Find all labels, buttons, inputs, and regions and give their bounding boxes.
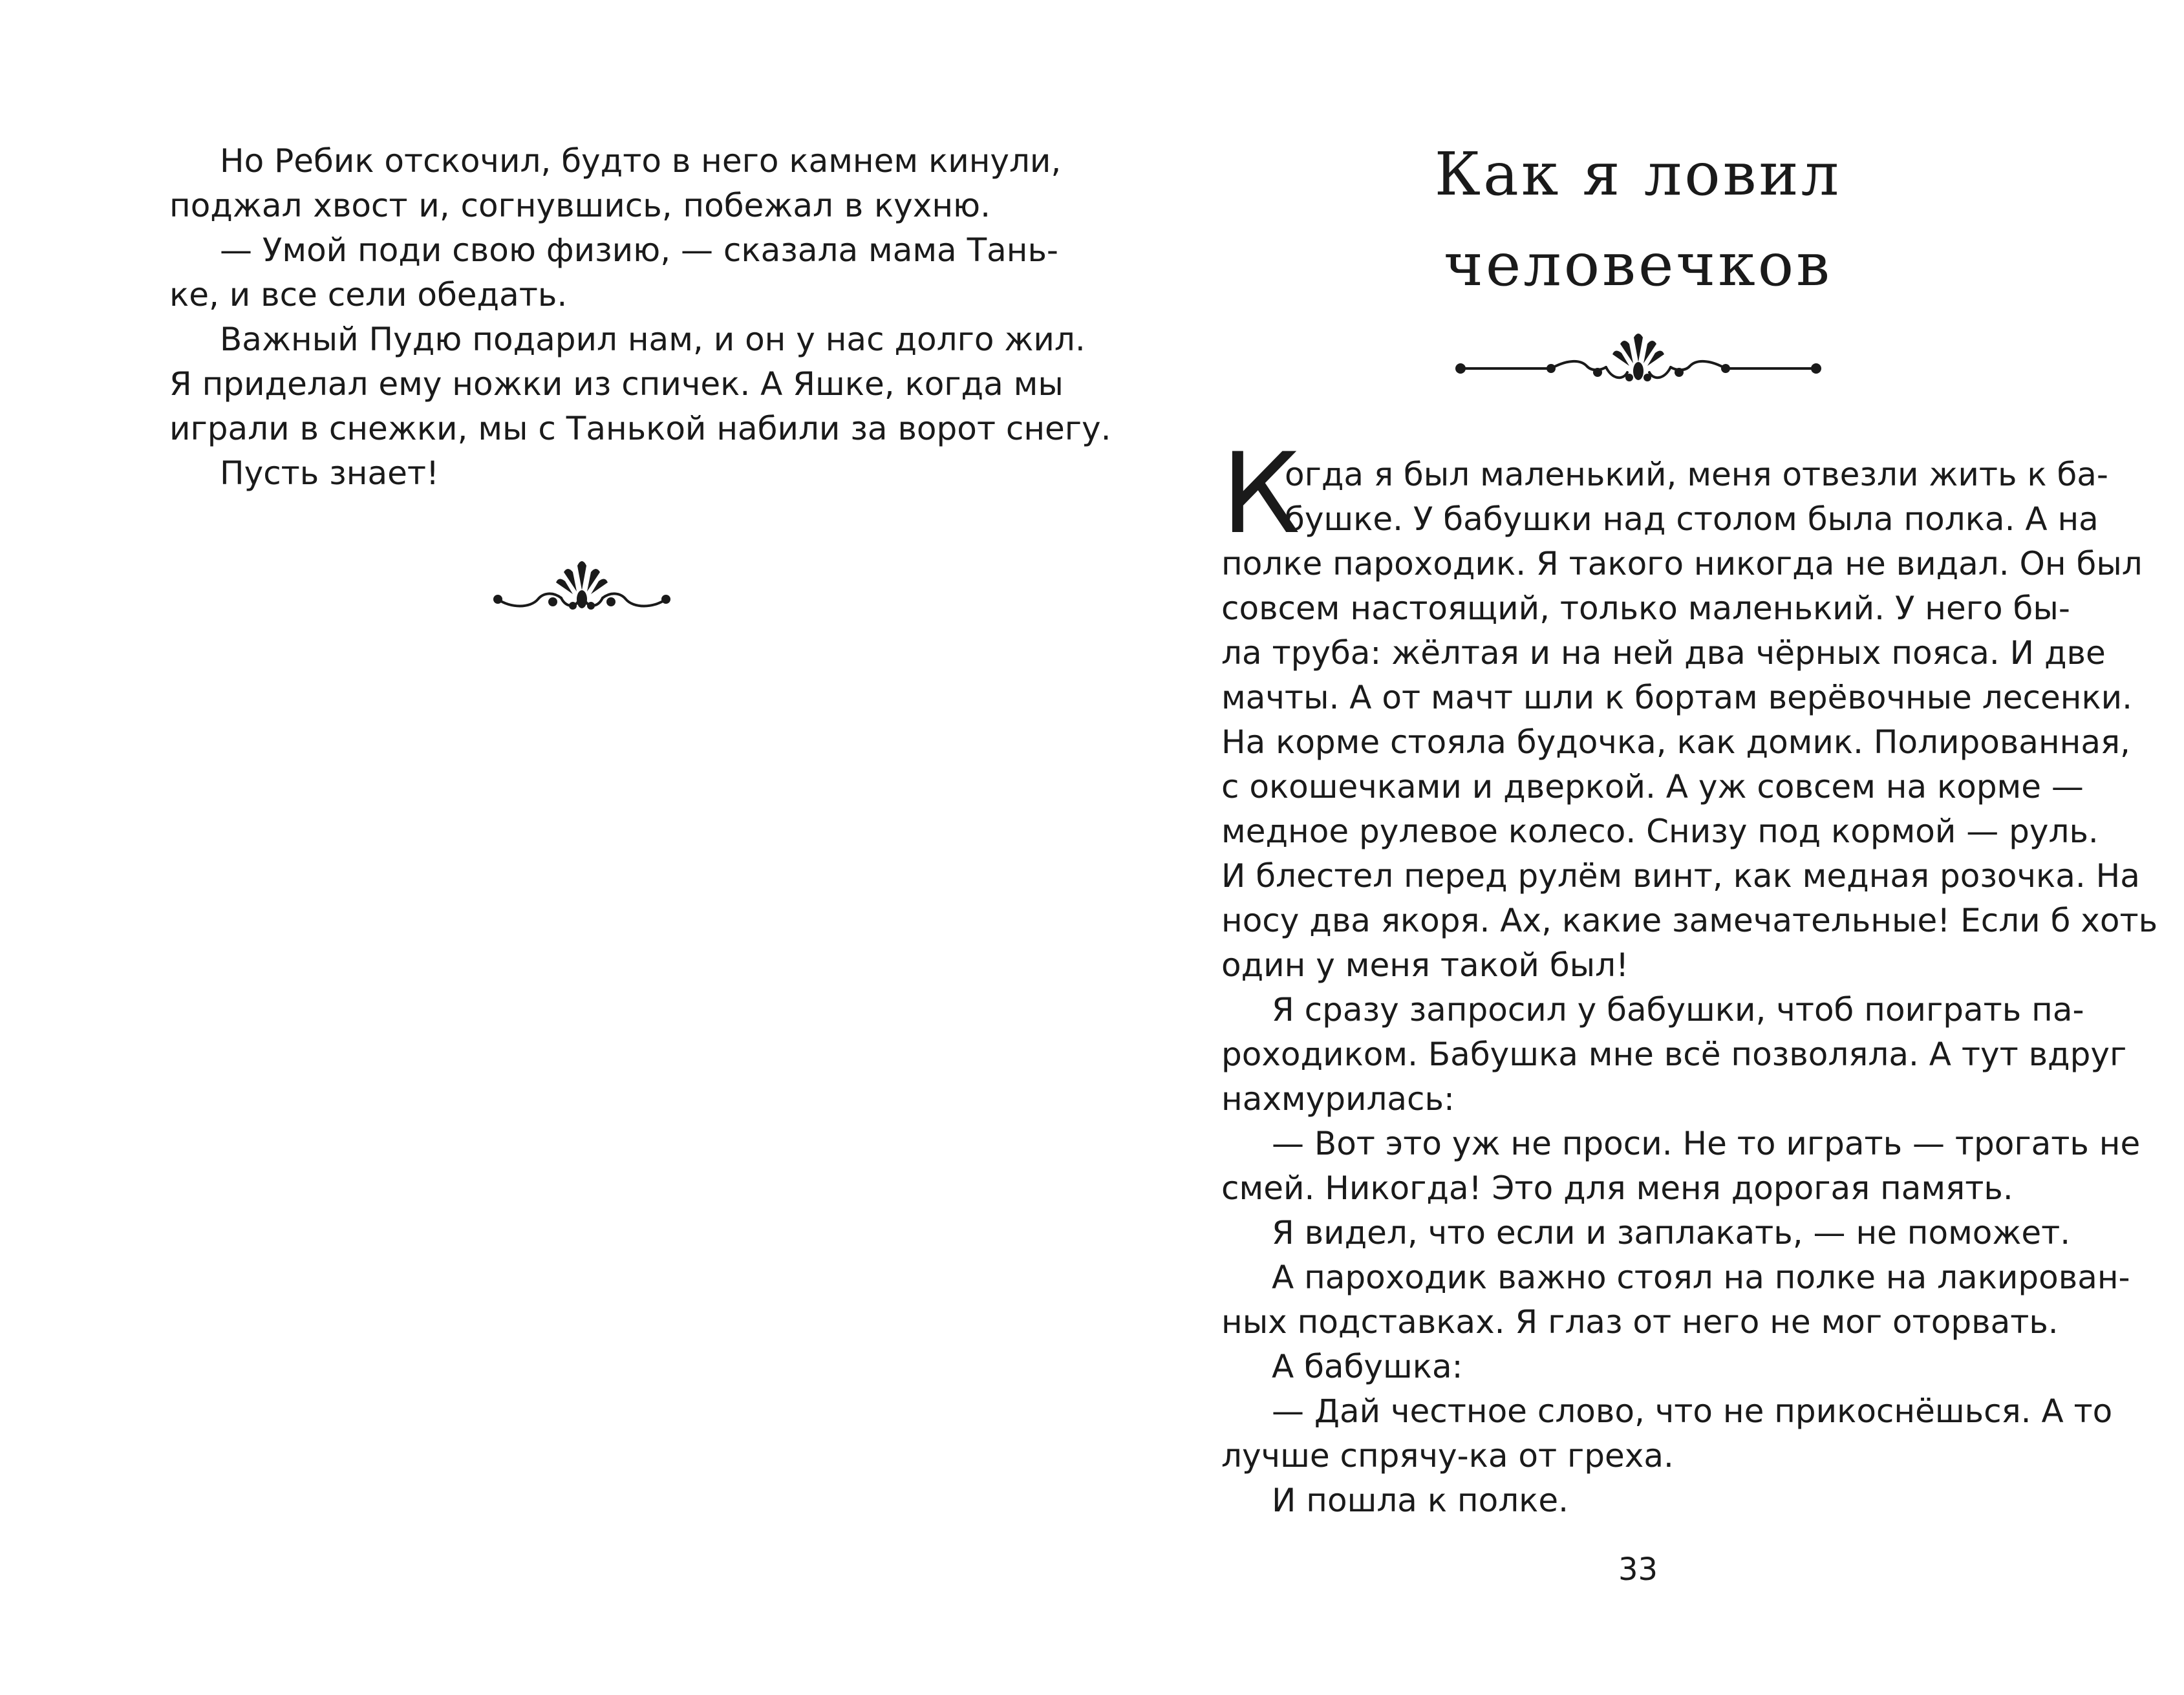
fleuron-ornament-icon (491, 553, 672, 624)
text-line: И пошла к полке. (1272, 1482, 1569, 1519)
text-line: ке, и все сели обедать. (169, 276, 568, 314)
text-line: мачты. А от мачт шли к бортам верёвочные лесенки. (1221, 679, 2133, 716)
text-line: Важный Пудю подарил нам, и он у нас долго жил. (220, 321, 1086, 358)
text-line: И блестел перед рулём винт, как медная розочка. На (1221, 857, 2140, 895)
text-line: На корме стояла будочка, как домик. Полированная, (1221, 723, 2130, 761)
right-page (1092, 0, 2184, 1695)
text-line: смей. Никогда! Это для меня дорогая память. (1221, 1169, 2013, 1207)
drop-cap: К (1221, 429, 1301, 559)
opening-paragraph-start (1221, 429, 2108, 559)
left-page-text (169, 139, 1111, 496)
text-line: носу два якоря. Ах, какие замечательные! Если б хоть (1221, 902, 2158, 939)
text-line: огда я был маленький, меня отвезли жить к ба- (1285, 456, 2108, 493)
chapter-title-line-1: Как я ловил (1434, 140, 1842, 209)
text-line: поджал хвост и, согнувшись, побежал в кухню. (169, 187, 990, 224)
right-page-text (1221, 429, 2158, 1523)
text-line: ных подставках. Я глаз от него не мог оторвать. (1221, 1303, 2059, 1341)
text-line: — Вот это уж не проси. Не то играть — трогать не (1272, 1125, 2141, 1162)
text-line: Я видел, что если и заплакать, — не поможет. (1272, 1214, 2071, 1252)
text-line: полке пароходик. Я такого никогда не видал. Он был (1221, 545, 2143, 582)
text-line: Я сразу запросил у бабушки, чтоб поиграть па- (1272, 991, 2084, 1029)
text-line: роходиком. Бабушка мне всё позволяла. А тут вдруг (1221, 1036, 2127, 1073)
text-line: с окошечками и дверкой. А уж совсем на корме — (1221, 768, 2084, 805)
page-number: 33 (1618, 1551, 1658, 1588)
fleuron-divider-icon (1454, 330, 1823, 401)
text-line: совсем настоящий, только маленький. У него бы- (1221, 590, 2070, 627)
chapter-title (1092, 129, 2184, 310)
text-line: ла труба: жёлтая и на ней два чёрных пояса. И две (1221, 634, 2106, 672)
text-line: Но Ребик отскочил, будто в него камнем кинули, (220, 142, 1062, 180)
text-line: Пусть знает! (220, 454, 440, 492)
text-line: играли в снежки, мы с Танькой набили за ворот снегу. (169, 410, 1111, 447)
text-line: — Умой поди свою физию, — сказала мама Тань- (220, 231, 1058, 269)
text-line: — Дай честное слово, что не прикоснёшься. А то (1272, 1392, 2113, 1430)
text-line: медное рулевое колесо. Снизу под кормой — руль. (1221, 813, 2099, 850)
text-line: нахмурилась: (1221, 1080, 1455, 1118)
text-line: лучше спрячу-ка от греха. (1221, 1437, 1674, 1475)
text-line: бушке. У бабушки над столом была полка. А на (1285, 500, 2099, 538)
text-line: А бабушка: (1272, 1348, 1463, 1385)
text-line: один у меня такой был! (1221, 946, 1629, 984)
chapter-title-line-2: человечков (1444, 230, 1832, 299)
text-line: Я приделал ему ножки из спичек. А Яшке, когда мы (169, 365, 1064, 403)
text-line: А пароходик важно стоял на полке на лакирован- (1272, 1259, 2130, 1296)
